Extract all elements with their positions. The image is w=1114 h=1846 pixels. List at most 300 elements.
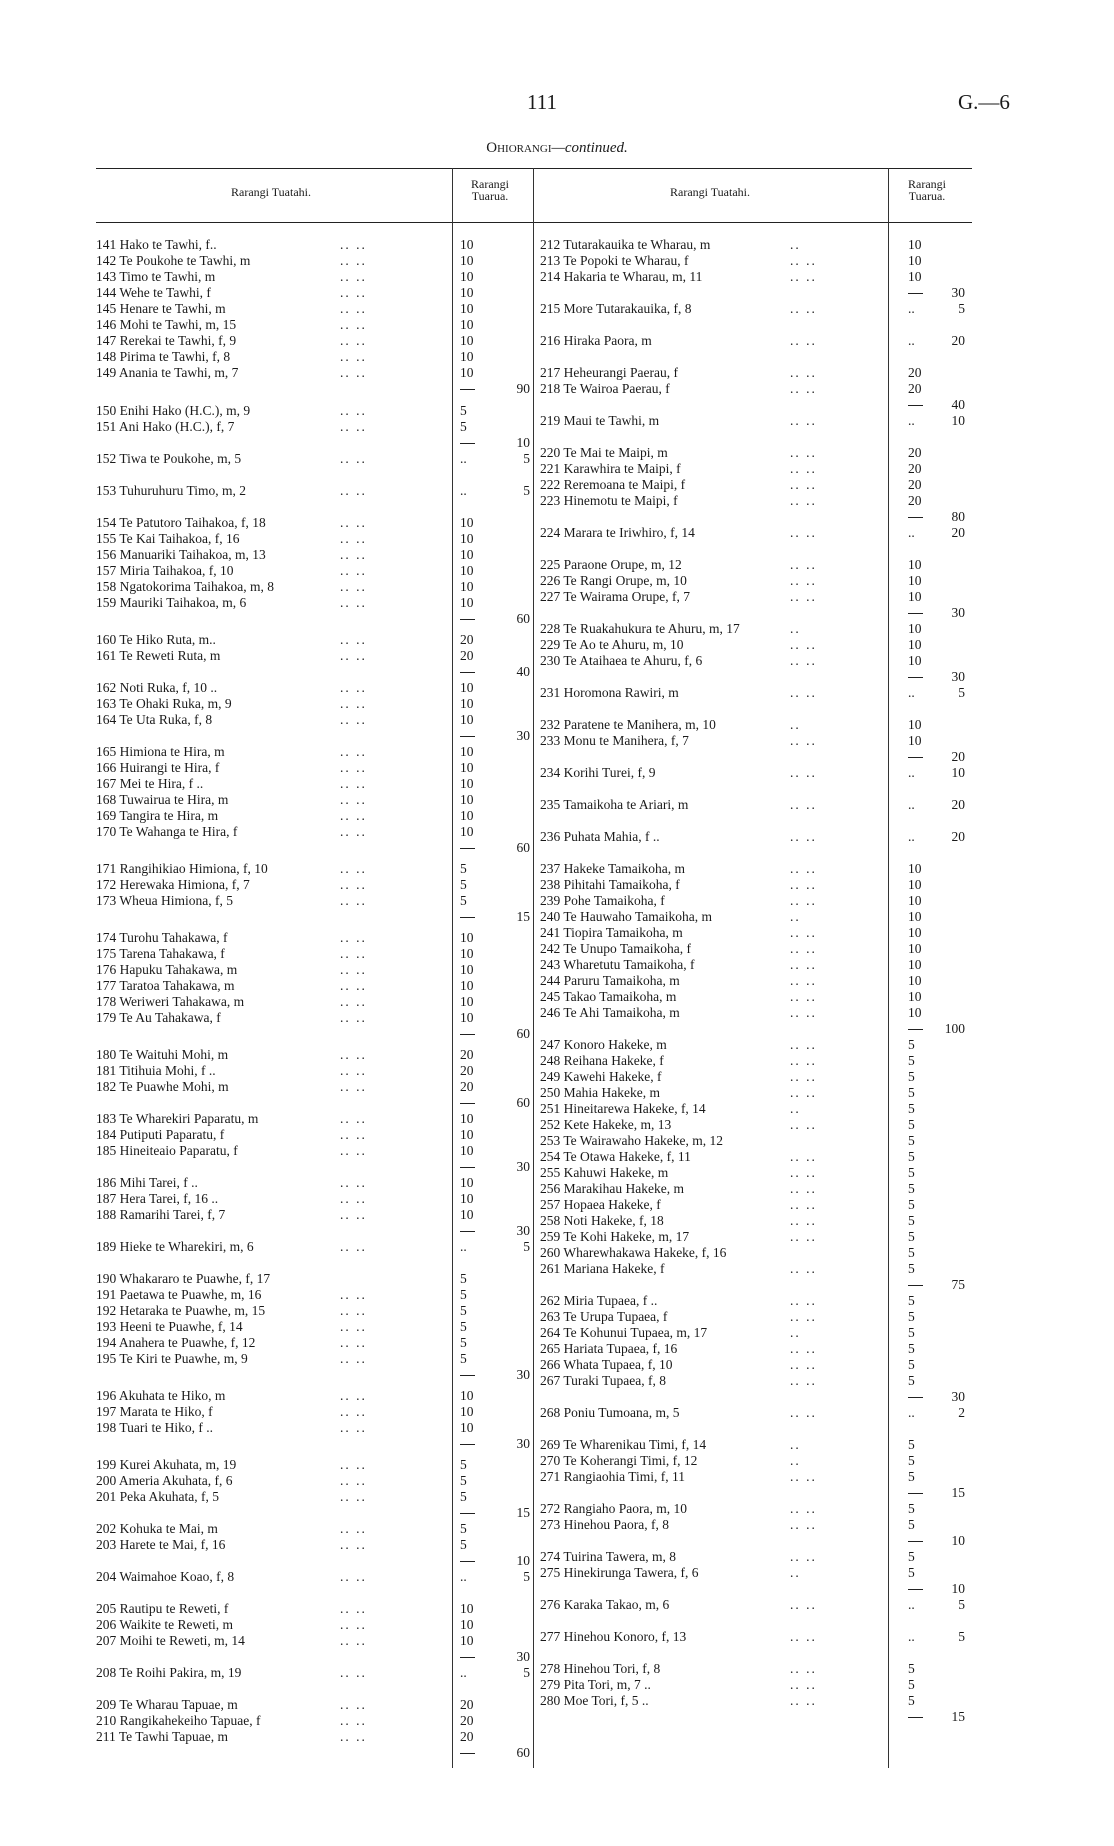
share-value: 5 <box>908 1069 915 1084</box>
entry-name: 150 Enihi Hako (H.C.), m, 9 <box>96 403 251 418</box>
list-item <box>540 717 970 733</box>
entry-name: 171 Rangihikiao Himiona, f, 10 <box>96 861 268 876</box>
entry-name: 184 Putiputi Paparatu, f <box>96 1127 225 1142</box>
list-item <box>96 269 536 285</box>
list-item <box>96 531 536 547</box>
entry-name: 243 Wharetutu Tamaikoha, f <box>540 957 695 972</box>
entry-name: 229 Te Ao te Ahuru, m, 10 <box>540 637 684 652</box>
share-value: 10 <box>460 680 474 695</box>
share-value: 5 <box>908 1341 915 1356</box>
list-item <box>540 1037 970 1053</box>
list-item <box>96 648 536 664</box>
subtotal-value: 80 <box>951 509 965 524</box>
share-value: 10 <box>460 547 474 562</box>
list-item <box>96 317 536 333</box>
leader-dots: .. .. <box>340 1111 367 1126</box>
list-item <box>540 861 970 877</box>
list-item <box>96 1569 536 1585</box>
list-item <box>96 563 536 579</box>
subtotal-rule <box>460 1753 475 1754</box>
entry-name: 261 Mariana Hakeke, f <box>540 1261 665 1276</box>
leader-dots: .. .. <box>790 461 817 476</box>
entry-name: 279 Pita Tori, m, 7 .. <box>540 1677 651 1692</box>
leader-dots: .. .. <box>340 419 367 434</box>
list-item <box>540 1533 970 1549</box>
subtotal-value: 30 <box>951 1389 965 1404</box>
entry-name: 195 Te Kiri te Puawhe, m, 9 <box>96 1351 248 1366</box>
subtotal-rule <box>908 517 923 518</box>
leader-dots: .. .. <box>790 653 817 668</box>
share-value: 10 <box>908 1005 922 1020</box>
leader-dots: .. .. <box>790 1229 817 1244</box>
leader-dots: .. .. <box>790 413 817 428</box>
list-item <box>96 1633 536 1649</box>
list-item <box>540 1261 970 1277</box>
subtotal-rule <box>460 1561 475 1562</box>
entry-name: 274 Tuirina Tawera, m, 8 <box>540 1549 677 1564</box>
leader-dots: .. .. <box>790 1693 817 1708</box>
list-item <box>540 989 970 1005</box>
entry-name: 189 Hieke te Wharekiri, m, 6 <box>96 1239 254 1254</box>
subtotal-rule <box>908 1397 923 1398</box>
list-item <box>96 1143 536 1159</box>
list-item <box>96 893 536 909</box>
entry-name: 178 Weriweri Tahakawa, m <box>96 994 245 1009</box>
share-value: .. <box>908 797 915 812</box>
leader-dots: .. .. <box>790 573 817 588</box>
leader-dots: .. .. <box>340 253 367 268</box>
leader-dots: .. .. <box>790 1341 817 1356</box>
list-item <box>96 1745 536 1761</box>
list-item <box>96 994 536 1010</box>
list-item <box>540 877 970 893</box>
col-header-right-names: Rarangi Tuatahi. <box>670 185 750 199</box>
entry-name: 201 Peka Akuhata, f, 5 <box>96 1489 219 1504</box>
list-item <box>96 365 536 381</box>
subtotal-rule <box>908 613 923 614</box>
entry-name: 235 Tamaikoha te Ariari, m <box>540 797 689 812</box>
share-value: 5 <box>460 1457 467 1472</box>
list-item <box>96 776 536 792</box>
list-item <box>96 1537 536 1553</box>
share-value: 10 <box>460 1010 474 1025</box>
entry-name: 160 Te Hiko Ruta, m.. <box>96 632 216 647</box>
table-top-rule <box>96 168 972 169</box>
entry-name: 156 Manuariki Taihakoa, m, 13 <box>96 547 266 562</box>
list-item <box>540 973 970 989</box>
list-item <box>540 1309 970 1325</box>
list-item <box>540 333 970 349</box>
list-item <box>96 333 536 349</box>
list-item <box>540 1117 970 1133</box>
leader-dots: .. .. <box>790 381 817 396</box>
entry-name: 248 Reihana Hakeke, f <box>540 1053 664 1068</box>
list-item <box>540 1053 970 1069</box>
entry-name: 190 Whakararo te Puawhe, f, 17 <box>96 1271 271 1286</box>
share-value: 10 <box>908 717 922 732</box>
list-item <box>96 840 536 856</box>
leader-dots: .. .. <box>790 1405 817 1420</box>
list-item <box>96 1079 536 1095</box>
leader-dots: .. .. <box>790 589 817 604</box>
list-item <box>540 1709 970 1725</box>
leader-dots: .. .. <box>340 1388 367 1403</box>
entry-name: 241 Tiopira Tamaikoha, m <box>540 925 683 940</box>
leader-dots: .. .. <box>790 1677 817 1692</box>
subtotal-rule <box>460 1657 475 1658</box>
list-item <box>540 1021 970 1037</box>
leader-dots: .. .. <box>790 1069 817 1084</box>
list-item <box>96 237 536 253</box>
leader-dots: .. .. <box>340 776 367 791</box>
subtotal-value: 10 <box>516 435 530 450</box>
entry-name: 251 Hineitarewa Hakeke, f, 14 <box>540 1101 706 1116</box>
entry-name: 199 Kurei Akuhata, m, 19 <box>96 1457 237 1472</box>
share-value: 10 <box>460 1127 474 1142</box>
leader-dots: .. .. <box>790 1037 817 1052</box>
subtotal-value: 2 <box>958 1405 965 1420</box>
share-value: 5 <box>908 1085 915 1100</box>
entry-name: 147 Rerekai te Tawhi, f, 9 <box>96 333 237 348</box>
list-item <box>96 696 536 712</box>
leader-dots: .. <box>790 1325 801 1340</box>
list-item <box>96 1457 536 1473</box>
leader-dots: .. .. <box>340 595 367 610</box>
entry-name: 252 Kete Hakeke, m, 13 <box>540 1117 672 1132</box>
leader-dots: .. .. <box>790 1117 817 1132</box>
list-item <box>540 765 970 781</box>
list-item <box>540 397 970 413</box>
share-value: 5 <box>908 1469 915 1484</box>
leader-dots: .. .. <box>340 1143 367 1158</box>
leader-dots: .. <box>790 1453 801 1468</box>
share-value: 5 <box>460 419 467 434</box>
list-item <box>540 509 970 525</box>
share-value: .. <box>908 685 915 700</box>
entry-name: 179 Te Au Tahakawa, f <box>96 1010 221 1025</box>
leader-dots: .. <box>790 621 801 636</box>
leader-dots: .. .. <box>790 365 817 380</box>
leader-dots: .. .. <box>790 1165 817 1180</box>
list-item <box>96 1271 536 1287</box>
leader-dots: .. .. <box>340 1521 367 1536</box>
list-item <box>540 301 970 317</box>
entry-name: 234 Korihi Turei, f, 9 <box>540 765 656 780</box>
entry-name: 163 Te Ohaki Ruka, m, 9 <box>96 696 232 711</box>
leader-dots: .. .. <box>790 829 817 844</box>
entry-name: 146 Mohi te Tawhi, m, 15 <box>96 317 237 332</box>
list-item <box>96 632 536 648</box>
entry-name: 157 Miria Taihakoa, f, 10 <box>96 563 234 578</box>
leader-dots: .. .. <box>340 946 367 961</box>
leader-dots: .. .. <box>790 1629 817 1644</box>
share-value: 20 <box>908 381 922 396</box>
list-item <box>96 680 536 696</box>
share-value: 5 <box>460 893 467 908</box>
list-item <box>540 1453 970 1469</box>
list-item <box>96 483 536 499</box>
list-item <box>540 493 970 509</box>
entry-name: 204 Waimahoe Koao, f, 8 <box>96 1569 235 1584</box>
leader-dots: .. .. <box>340 760 367 775</box>
share-value: 10 <box>460 349 474 364</box>
list-item <box>540 1245 970 1261</box>
leader-dots: .. <box>790 237 801 252</box>
leader-dots: .. .. <box>340 893 367 908</box>
share-value: 10 <box>460 1143 474 1158</box>
entry-name: 250 Mahia Hakeke, m <box>540 1085 660 1100</box>
entry-name: 226 Te Rangi Orupe, m, 10 <box>540 573 687 588</box>
share-value: 10 <box>460 994 474 1009</box>
entry-name: 149 Anania te Tawhi, m, 7 <box>96 365 239 380</box>
leader-dots: .. .. <box>790 797 817 812</box>
leader-dots: .. .. <box>790 1661 817 1676</box>
entry-name: 167 Mei te Hira, f .. <box>96 776 204 791</box>
leader-dots: .. .. <box>340 547 367 562</box>
share-value: 20 <box>460 1047 474 1062</box>
share-value: 10 <box>460 1617 474 1632</box>
subtotal-rule <box>460 736 475 737</box>
subtotal-value: 60 <box>516 1095 530 1110</box>
share-value: .. <box>908 765 915 780</box>
entry-name: 170 Te Wahanga te Hira, f <box>96 824 238 839</box>
leader-dots: .. .. <box>340 1303 367 1318</box>
share-value: 10 <box>908 909 922 924</box>
entry-name: 271 Rangiaohia Timi, f, 11 <box>540 1469 686 1484</box>
entry-name: 159 Mauriki Taihakoa, m, 6 <box>96 595 247 610</box>
leader-dots: .. .. <box>340 403 367 418</box>
leader-dots: .. .. <box>790 1309 817 1324</box>
list-item <box>96 1505 536 1521</box>
list-item <box>540 1677 970 1693</box>
entry-name: 209 Te Wharau Tapuae, m <box>96 1697 238 1712</box>
share-value: 10 <box>460 978 474 993</box>
list-item <box>96 1095 536 1111</box>
share-value: 20 <box>460 1697 474 1712</box>
list-item <box>540 1325 970 1341</box>
list-item <box>540 1085 970 1101</box>
entry-name: 141 Hako te Tawhi, f.. <box>96 237 217 252</box>
list-item <box>96 1617 536 1633</box>
share-value: 5 <box>908 1309 915 1324</box>
entry-name: 224 Marara te Iriwhiro, f, 14 <box>540 525 695 540</box>
list-item <box>540 1133 970 1149</box>
leader-dots: .. <box>790 909 801 924</box>
entry-name: 269 Te Wharenikau Timi, f, 14 <box>540 1437 707 1452</box>
leader-dots: .. .. <box>790 1549 817 1564</box>
entry-name: 228 Te Ruakahukura te Ahuru, m, 17 <box>540 621 740 636</box>
list-item <box>96 1489 536 1505</box>
share-value: 10 <box>908 621 922 636</box>
share-value: 10 <box>908 589 922 604</box>
subtotal-value: 100 <box>944 1021 965 1036</box>
share-value: 10 <box>908 957 922 972</box>
leader-dots: .. .. <box>790 733 817 748</box>
entry-name: 231 Horomona Rawiri, m <box>540 685 679 700</box>
entry-name: 215 More Tutarakauika, f, 8 <box>540 301 692 316</box>
share-value: 10 <box>908 925 922 940</box>
share-value: 5 <box>460 1335 467 1350</box>
list-item <box>540 957 970 973</box>
list-item <box>96 547 536 563</box>
leader-dots: .. .. <box>790 1597 817 1612</box>
entry-name: 232 Paratene te Manihera, m, 10 <box>540 717 716 732</box>
list-item <box>96 664 536 680</box>
entry-name: 196 Akuhata te Hiko, m <box>96 1388 226 1403</box>
entry-name: 164 Te Uta Ruka, f, 8 <box>96 712 213 727</box>
share-value: 10 <box>460 333 474 348</box>
list-item <box>96 1388 536 1404</box>
list-item <box>540 253 970 269</box>
share-value: 10 <box>460 515 474 530</box>
list-item <box>96 301 536 317</box>
leader-dots: .. .. <box>340 1601 367 1616</box>
list-item <box>96 611 536 627</box>
share-value: 10 <box>908 733 922 748</box>
share-value: 5 <box>908 1213 915 1228</box>
list-item <box>540 1437 970 1453</box>
subtotal-rule <box>460 389 475 390</box>
entry-name: 210 Rangikahekeiho Tapuae, f <box>96 1713 261 1728</box>
share-value: .. <box>460 483 467 498</box>
list-item <box>96 1191 536 1207</box>
subtotal-value: 40 <box>951 397 965 412</box>
share-value: 5 <box>908 1549 915 1564</box>
entry-name: 264 Te Kohunui Tupaea, m, 17 <box>540 1325 708 1340</box>
subtotal-value: 30 <box>516 1649 530 1664</box>
page-reference: G.—6 <box>958 90 1010 114</box>
share-value: .. <box>460 1665 467 1680</box>
leader-dots: .. .. <box>790 893 817 908</box>
leader-dots: .. .. <box>340 269 367 284</box>
share-value: 5 <box>460 1473 467 1488</box>
leader-dots: .. .. <box>790 941 817 956</box>
subtotal-value: 5 <box>523 451 530 466</box>
subtotal-value: 10 <box>951 765 965 780</box>
list-item <box>540 589 970 605</box>
share-value: 10 <box>460 531 474 546</box>
share-value: 10 <box>908 989 922 1004</box>
entry-name: 155 Te Kai Taihakoa, f, 16 <box>96 531 240 546</box>
subtotal-value: 30 <box>951 669 965 684</box>
leader-dots: .. .. <box>790 445 817 460</box>
list-item <box>540 1069 970 1085</box>
list-item <box>96 1697 536 1713</box>
list-item <box>540 381 970 397</box>
entry-name: 238 Pihitahi Tamaikoha, f <box>540 877 680 892</box>
subtitle-heading: Ohiorangi <box>486 140 552 156</box>
share-value: 5 <box>908 1181 915 1196</box>
share-value: .. <box>908 1629 915 1644</box>
leader-dots: .. .. <box>340 696 367 711</box>
leader-dots: .. .. <box>790 1469 817 1484</box>
leader-dots: .. .. <box>340 301 367 316</box>
entry-name: 168 Tuwairua te Hira, m <box>96 792 229 807</box>
entry-name: 259 Te Kohi Hakeke, m, 17 <box>540 1229 690 1244</box>
list-item <box>540 1469 970 1485</box>
list-item <box>540 1693 970 1709</box>
subtotal-rule <box>460 917 475 918</box>
share-value: 5 <box>908 1661 915 1676</box>
share-value: 10 <box>460 1420 474 1435</box>
share-value: 5 <box>908 1565 915 1580</box>
share-value: .. <box>908 301 915 316</box>
share-value: 10 <box>908 941 922 956</box>
subtotal-rule <box>908 1589 923 1590</box>
list-item <box>540 285 970 301</box>
share-value: 5 <box>908 1325 915 1340</box>
subtotal-value: 10 <box>516 1553 530 1568</box>
list-item <box>540 685 970 701</box>
leader-dots: .. .. <box>340 632 367 647</box>
subtotal-rule <box>908 757 923 758</box>
share-value: 10 <box>460 595 474 610</box>
list-item <box>540 1005 970 1021</box>
share-value: 10 <box>460 269 474 284</box>
entry-name: 218 Te Wairoa Paerau, f <box>540 381 670 396</box>
list-item <box>96 1553 536 1569</box>
share-value: 5 <box>908 1437 915 1452</box>
list-item <box>540 1389 970 1405</box>
share-value: 5 <box>908 1133 915 1148</box>
subtotal-value: 5 <box>958 685 965 700</box>
entry-name: 236 Puhata Mahia, f .. <box>540 829 660 844</box>
entry-name: 220 Te Mai te Maipi, m <box>540 445 668 460</box>
share-value: 10 <box>460 1601 474 1616</box>
entry-name: 256 Marakihau Hakeke, m <box>540 1181 684 1196</box>
list-item <box>540 1549 970 1565</box>
entry-name: 173 Wheua Himiona, f, 5 <box>96 893 233 908</box>
share-value: 10 <box>908 893 922 908</box>
leader-dots: .. .. <box>340 978 367 993</box>
share-value: 10 <box>460 744 474 759</box>
entry-name: 237 Hakeke Tamaikoha, m <box>540 861 686 876</box>
share-value: 20 <box>908 365 922 380</box>
share-value: .. <box>460 451 467 466</box>
share-value: 10 <box>460 760 474 775</box>
entry-name: 165 Himiona te Hira, m <box>96 744 225 759</box>
entry-name: 219 Maui te Tawhi, m <box>540 413 660 428</box>
subtotal-rule <box>908 1285 923 1286</box>
list-item <box>540 909 970 925</box>
entry-name: 268 Poniu Tumoana, m, 5 <box>540 1405 680 1420</box>
entry-name: 183 Te Wharekiri Paparatu, m <box>96 1111 259 1126</box>
list-item <box>540 637 970 653</box>
leader-dots: .. .. <box>790 1005 817 1020</box>
subtotal-value: 30 <box>516 1367 530 1382</box>
entry-name: 263 Te Urupa Tupaea, f <box>540 1309 668 1324</box>
list-item <box>540 733 970 749</box>
list-item <box>540 1277 970 1293</box>
share-value: 10 <box>908 973 922 988</box>
entry-name: 145 Henare te Tawhi, m <box>96 301 226 316</box>
leader-dots: .. .. <box>340 1351 367 1366</box>
leader-dots: .. .. <box>340 680 367 695</box>
list-item <box>540 1149 970 1165</box>
entry-name: 182 Te Puawhe Mohi, m <box>96 1079 229 1094</box>
share-value: 10 <box>908 269 922 284</box>
share-value: 5 <box>908 1693 915 1708</box>
leader-dots: .. .. <box>340 1457 367 1472</box>
subtotal-rule <box>908 1541 923 1542</box>
list-item <box>540 893 970 909</box>
leader-dots: .. .. <box>790 989 817 1004</box>
list-item <box>540 1565 970 1581</box>
list-item <box>96 930 536 946</box>
subtotal-value: 20 <box>951 333 965 348</box>
entry-name: 276 Karaka Takao, m, 6 <box>540 1597 670 1612</box>
share-value: 5 <box>908 1453 915 1468</box>
